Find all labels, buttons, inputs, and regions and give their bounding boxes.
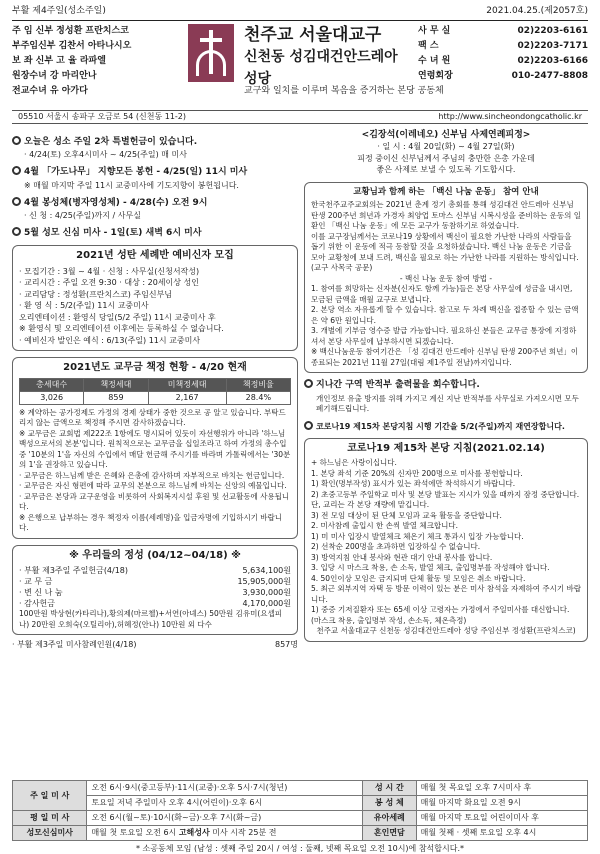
notice-text: 4월 「가도나무」 지향모든 봉헌 - 4/25(일) 11시 미사 [24,167,248,178]
notice-text: 오늘은 성소 주일 2차 특별헌금이 있습니다. [24,137,198,147]
dues-note: ※ 은행으로 납부하는 경우 책정자 이름(세례명)을 입금자명에 기입하시기 바랍니다. [19,512,283,532]
contact-row [418,39,588,54]
notice-title [12,166,298,178]
schedule-label: 봉 성 체 [363,796,417,811]
attendance-value: 857명 [275,640,298,649]
vaccine-step: 2. 본당 역소 자유롭게 할 수 있습니다. 참고로 두 차례 백신을 접종할 수 있는 금액은 약 6만 원입니다. [311,305,579,325]
notice-title [12,227,298,239]
bullet-icon [12,166,21,175]
dues-note: ※ 교무금은 교회법 제222조 1항에도 명시되어 있듯이 자선행위가 아니라 '하느님 백성으로서의 본분'입니다. 원칙적으로는 교무금을 십일조라고 하여 가정의 총수입 중 '10분의 1'을 자신의 수입에서 매달 헌금해 주시기를 바라며 가톨릭에서는 '30분의 1'을 권장하고 있습니다. [19,428,291,469]
dues-header: 책정비율 [226,378,290,391]
issue-bar [12,6,588,19]
covid-signature: 천주교 서울대교구 신천동 성김대건안드레아 성당 주임신부 정성환(프란치스코) [316,626,576,636]
baptism-title: 2021년 성탄 세례반 예비신자 모집 [76,250,234,261]
offering-row [19,565,291,576]
right-column [304,130,588,642]
covid-line: 4. 50인이상 모임은 금지되며 단체 활동 및 모임은 취소 바랍니다. [311,573,526,583]
schedule-label: 주 일 미 사 [13,781,87,811]
baptism-line: 오리엔테이션 : 환영식 당일(5/2 주일) 11시 교중미사 후 [19,312,216,322]
dues-value: 28.4% [226,391,290,404]
retreat-line: 피정 중이신 신부님께서 주님의 충만한 은총 가운데 [357,153,535,163]
dues-note: · 교무금은 본당과 교구운영을 비롯하여 사회복지시설 후원 및 선교활동에 사용됩니다. [19,491,290,511]
parish-title-line1: 천주교 서울대교구 [244,25,382,45]
dues-note: ※ 계약하는 공가정제도 가정의 경제 상태가 중한 것으로 공 알고 있습니다. 부탁드리지 않는 금액으로 책정해 주시면 감사하겠습니다. [19,407,286,427]
masthead [12,24,588,116]
bullet-icon [304,421,313,430]
dues-value: 3,026 [20,391,84,404]
schedule-row [13,781,588,796]
schedule-value: 매월 첫 목요일 오후 7시미사 후 [416,781,587,796]
notice-text: 4월 봉성체(병자영성체) - 4/28(수) 오전 9시 [24,197,208,208]
baptism-line: · 교리시간 : 주일 오전 9:30 · 대상 : 20세이상 성인 [19,278,199,287]
schedule-value: 토요일 저녁 주일미사 오후 4시(어린이)·오후 6시 [87,796,363,811]
baptism-line: · 모집기간 : 3월 ~ 4월 · 신청 : 사무실(신청서작성) [19,266,200,276]
offering-value: 5,634,100원 [242,566,291,575]
offering-label: · 변 신 나 눔 [19,588,63,597]
attendance-row [12,639,298,650]
contact-row [418,54,588,69]
retreat-title: <김장석(이레네오) 신부님 사제연례피정> [361,130,531,140]
retreat-line: 좋은 사제로 보낼 수 있도록 기도합시다. [376,165,516,175]
vaccine-step: 3. 개별에 기부금 영수증 발급 가능합니다. 필요하신 분들은 교무금 통장에 지정하셔서 본당 사무실에 납부하시면 되겠습니다. [311,326,577,346]
notice-text: 코로나19 제15차 본당지침 시행 기간을 5/2(주일)까지 재연장합니다. [316,421,565,431]
cross-icon-bar [200,38,222,42]
contact-row [418,69,588,84]
notice-detail: 개인정보 유출 방지를 위해 가지고 계신 지난 반적부를 사무실로 가져오시면 모두 폐기해드립니다. [316,393,579,414]
offering-label: · 감사헌금 [19,599,55,608]
vaccine-subtitle: - 백신 나눔 운동 참여 방법 - [399,273,493,283]
parish-title-line2: 신천동 성김대건안드레아 성당 [244,49,398,87]
notice-title [12,136,298,148]
schedule-label: 성모신심미사 [13,826,87,841]
covid-title: 코로나19 제15차 본당 지침(2021.02.14) [347,442,545,454]
divider [12,20,588,21]
dues-header: 책정세대 [84,378,148,391]
covid-line: 3) 전 모임 대상이 된 단체 모임과 교육 활동을 중단합니다. [311,510,502,520]
bullet-icon [304,379,313,388]
covid-line: 2) 초중고등부 주일학교 미사 및 본당 발표는 지시가 있을 때까지 잠정 중단합니다. 단, 교리는 각 본당 재량에 맡깁니다. [311,489,580,510]
offering-title: ※ 우리들의 정성 (04/12~04/18) ※ [69,549,241,561]
contact-value: 02)2203-6161 [517,26,588,36]
parish-motto: 교구와 일치를 이루며 복음을 증거하는 본당 공동체 [244,86,444,96]
covid-line: 1. 본당 좌석 기준 20%의 신자만 200명으로 미사를 봉헌합니다. [311,468,523,478]
dues-value: 2,167 [148,391,226,404]
baptism-line: · 교리담당 : 정성환(프란치스코) 주임신부님 [19,289,173,299]
mass-schedule [12,780,588,854]
address: 05510 서울시 송파구 오금로 54 (신천동 11-2) [18,112,187,121]
vaccine-step: 1. 참여를 희망하는 신자분(신자도 함께 가능)들은 본당 사무실에 성금을 내시면, 모금된 금액을 매월 교구로 보냅니다. [311,284,573,304]
offering-box [12,545,298,636]
notice-detail: ※ 매월 마지막 주일 11시 교중미사에 기도지향이 봉헌됩니다. [24,180,239,190]
notice-title [304,379,588,391]
left-column [12,130,298,650]
footer-note: * 소공동체 모임 (남성 : 셋째 주일 20시 / 여성 : 둘째, 넷째 목요일 오전 10시)에 참석합시다.* [135,844,465,853]
contact-label: 팩 스 [418,41,439,51]
vaccine-paragraph: 한국천주교주교회의는 2021년 춘계 정기 총회를 통해 성김대건 안드레아 신부님 탄생 200주년 희년과 가경자 최양업 토마스 신부님 시복시성을 준비하는 운동의 일환인 「백신 나눔 운동」에 모든 교구가 동참하기로 하였습니다. [311,200,581,231]
parish-title [244,24,404,90]
contact-row [418,24,588,39]
offering-value: 4,170,000원 [242,599,291,608]
schedule-label: 성 시 간 [363,781,417,796]
covid-line: 5. 최근 외부지역 자택 등 방문 이력이 있는 분은 미사 참석을 자제하여 주시기 바랍니다. [311,584,581,604]
contact-value: 010-2477-8808 [511,71,588,81]
dues-value: 859 [84,391,148,404]
dues-table [19,378,291,405]
schedule-value: 매월 첫째 · 셋째 토요일 오후 4시 [416,826,587,841]
covid-box [304,438,588,642]
attendance-label: · 부활 제3주일 미사참례인원(4/18) [12,640,137,649]
clergy-list [12,24,182,99]
schedule-value [87,826,363,841]
offering-row [19,598,291,609]
notice-text: 지나간 구역 반적부 출력물을 회수합니다. [316,380,480,391]
schedule-row [13,826,588,841]
schedule-table [12,780,588,841]
covid-line: 2. 미사참례 출입시 한 손씩 발열 체크합니다. [311,521,459,531]
clergy-item: 전교수녀 유 아가다 [12,86,88,96]
schedule-value: 오전 6시(월~토)·10시(화~금)·오후 7시(화~금) [87,811,363,826]
dues-title: 2021년도 교무금 책정 현황 - 4/20 현재 [63,362,247,373]
offering-row [19,576,291,587]
contact-value: 02)2203-6166 [517,56,588,66]
covid-line: 1) 미 미사 입장시 발열체크 체온기 체크 통과시 입장 가능합니다. [311,531,524,541]
contact-list [418,24,588,84]
schedule-label: 혼인면담 [363,826,417,841]
issue-sunday: 부활 제4주일(성소주일) [12,6,106,16]
schedule-value: 오전 6시·9시(중고등부)·11시(교중)·오후 5시·7시(청년) [87,781,363,796]
vaccine-step: ※ 백신나눔운동 참여기간은 「성 김대건 안드레아 신부님 탄생 200주년 희년」이 종료되는 2021년 11월 27일(대림 제1주일 전날)까지입니다. [311,347,579,367]
schedule-value: 매월 마지막 토요일 어린이미사 후 [416,811,587,826]
clergy-item: 보 좌 신부 고 율 라파엘 [12,56,106,66]
baptism-box [12,245,298,351]
schedule-label: 유아세례 [363,811,417,826]
retreat-line: · 일 시 : 4월 20일(화) ~ 4월 27일(화) [377,142,515,152]
schedule-inline-label: 고해성사 [178,828,210,837]
notice-text: 5월 성모 신심 미사 - 1일(토) 새벽 6시 미사 [24,227,202,238]
baptism-line: ※ 환영식 및 오리엔테이션 이후에는 등록하실 수 없습니다. [19,324,224,333]
covid-line: + 하느님은 사랑이십니다. [311,458,397,468]
notice-title [12,197,298,209]
schedule-value-text: 매월 첫 토요일 오전 6시 [91,828,177,837]
arch-icon [196,50,226,76]
clergy-item: 원장수녀 강 마리안나 [12,71,97,81]
offering-value: 3,930,000원 [242,588,291,597]
schedule-row [13,811,588,826]
notice-detail: · 신 청 : 4/25(주일)까지 / 사무실 [24,210,141,220]
offering-value: 15,905,000원 [237,577,291,586]
bullet-icon [12,136,21,145]
dues-note: · 교무금은 자신 형편에 따라 교무의 본분으로 하느님께 바치는 신앙의 예물입니다. [19,481,287,490]
clergy-item: 부주임신부 김찬서 아타나시오 [12,41,132,51]
website-link[interactable]: http://www.sincheondongcatholic.kr [438,112,582,121]
offering-label: · 교 무 금 [19,577,53,586]
vaccine-title: 교황님과 함께 하는 「백신 나눔 운동」 참여 안내 [353,186,539,197]
bullet-icon [12,227,21,236]
notice-detail: · 4/24(토) 오후4시미사 ~ 4/25(주일) 매 미사 [24,150,188,160]
offering-label: · 부활 제3주일 주일헌금(4/18) [19,566,129,575]
baptism-line: · 환 영 식 : 5/2(주일) 11시 교중미사 [19,301,149,310]
dues-header: 총세대수 [20,378,84,391]
address-bar [12,110,588,124]
baptism-line: · 예비신자 발인은 예식 : 6/13(주일) 11시 교중미사 [19,335,201,345]
covid-line: 3) 방역지침 안내 봉사와 현관 대기 안내 봉사를 합니다. [311,552,493,562]
dues-note: · 교무금은 하느님께 받은 은혜와 은총에 감사하며 자부적으로 바치는 헌금입니다. [19,470,285,480]
schedule-value: 매월 마지막 화요일 오전 9시 [416,796,587,811]
schedule-row [13,796,588,811]
covid-line: 3. 입당 시 마스크 착용, 손 소독, 발열 체크, 출입명부를 작성해야 합니다. [311,563,550,573]
donor-list: 100만원 박상현(카타리나),황의제(마르첼)+서연(아녜스) 50만원 김유미(요셉피나) 20만원 오희숙(오틸리아),허혜정(안나) 10만원 외 다수 [19,609,283,629]
dues-box [12,357,298,539]
offering-row [19,587,291,598]
contact-label: 수 녀 원 [418,56,451,66]
covid-line: 2) 선착순 200명을 초과하면 입장하실 수 없습니다. [311,542,481,552]
bullet-icon [12,197,21,206]
parish-logo [188,24,234,82]
notice-title [304,421,588,432]
covid-line: 1) 확인(명부작성) 표시가 있는 좌석에만 착석하시기 바랍니다. [311,479,516,489]
contact-label: 연령회장 [418,71,453,81]
schedule-value-text: 미사 시작 25분 전 [212,828,277,837]
schedule-label: 평 일 미 사 [13,811,87,826]
contact-value: 02)2203-7171 [517,41,588,51]
issue-date: 2021.04.25.(제2057호) [486,6,588,16]
dues-header: 미책정세대 [148,378,226,391]
vaccine-paragraph: 이를 교구장님께서는 코로나19 상황에서 백신이 필요한 가난한 나라의 사람들을 돕기 위한 이 운동에 적극 동참할 것을 요청하셨습니다. 백신 나눔 운동은 기금을 모아 교황청에 보내 드려, 백신을 필요로 하는 가난한 나라를 지원하는 방식입니다. (교구 사목국 공문) [311,231,579,273]
covid-line: 1) 중증 기저질환자 또는 65세 이상 고령자는 가정에서 주일미사를 대신합니다. [311,605,570,615]
vaccine-box [304,182,588,374]
covid-line: (마스크 착용, 출입명부 작성, 손소독, 체온측정) [311,615,467,625]
contact-label: 사 무 실 [418,26,451,36]
clergy-item: 주 임 신부 정성환 프란치스코 [12,26,129,36]
